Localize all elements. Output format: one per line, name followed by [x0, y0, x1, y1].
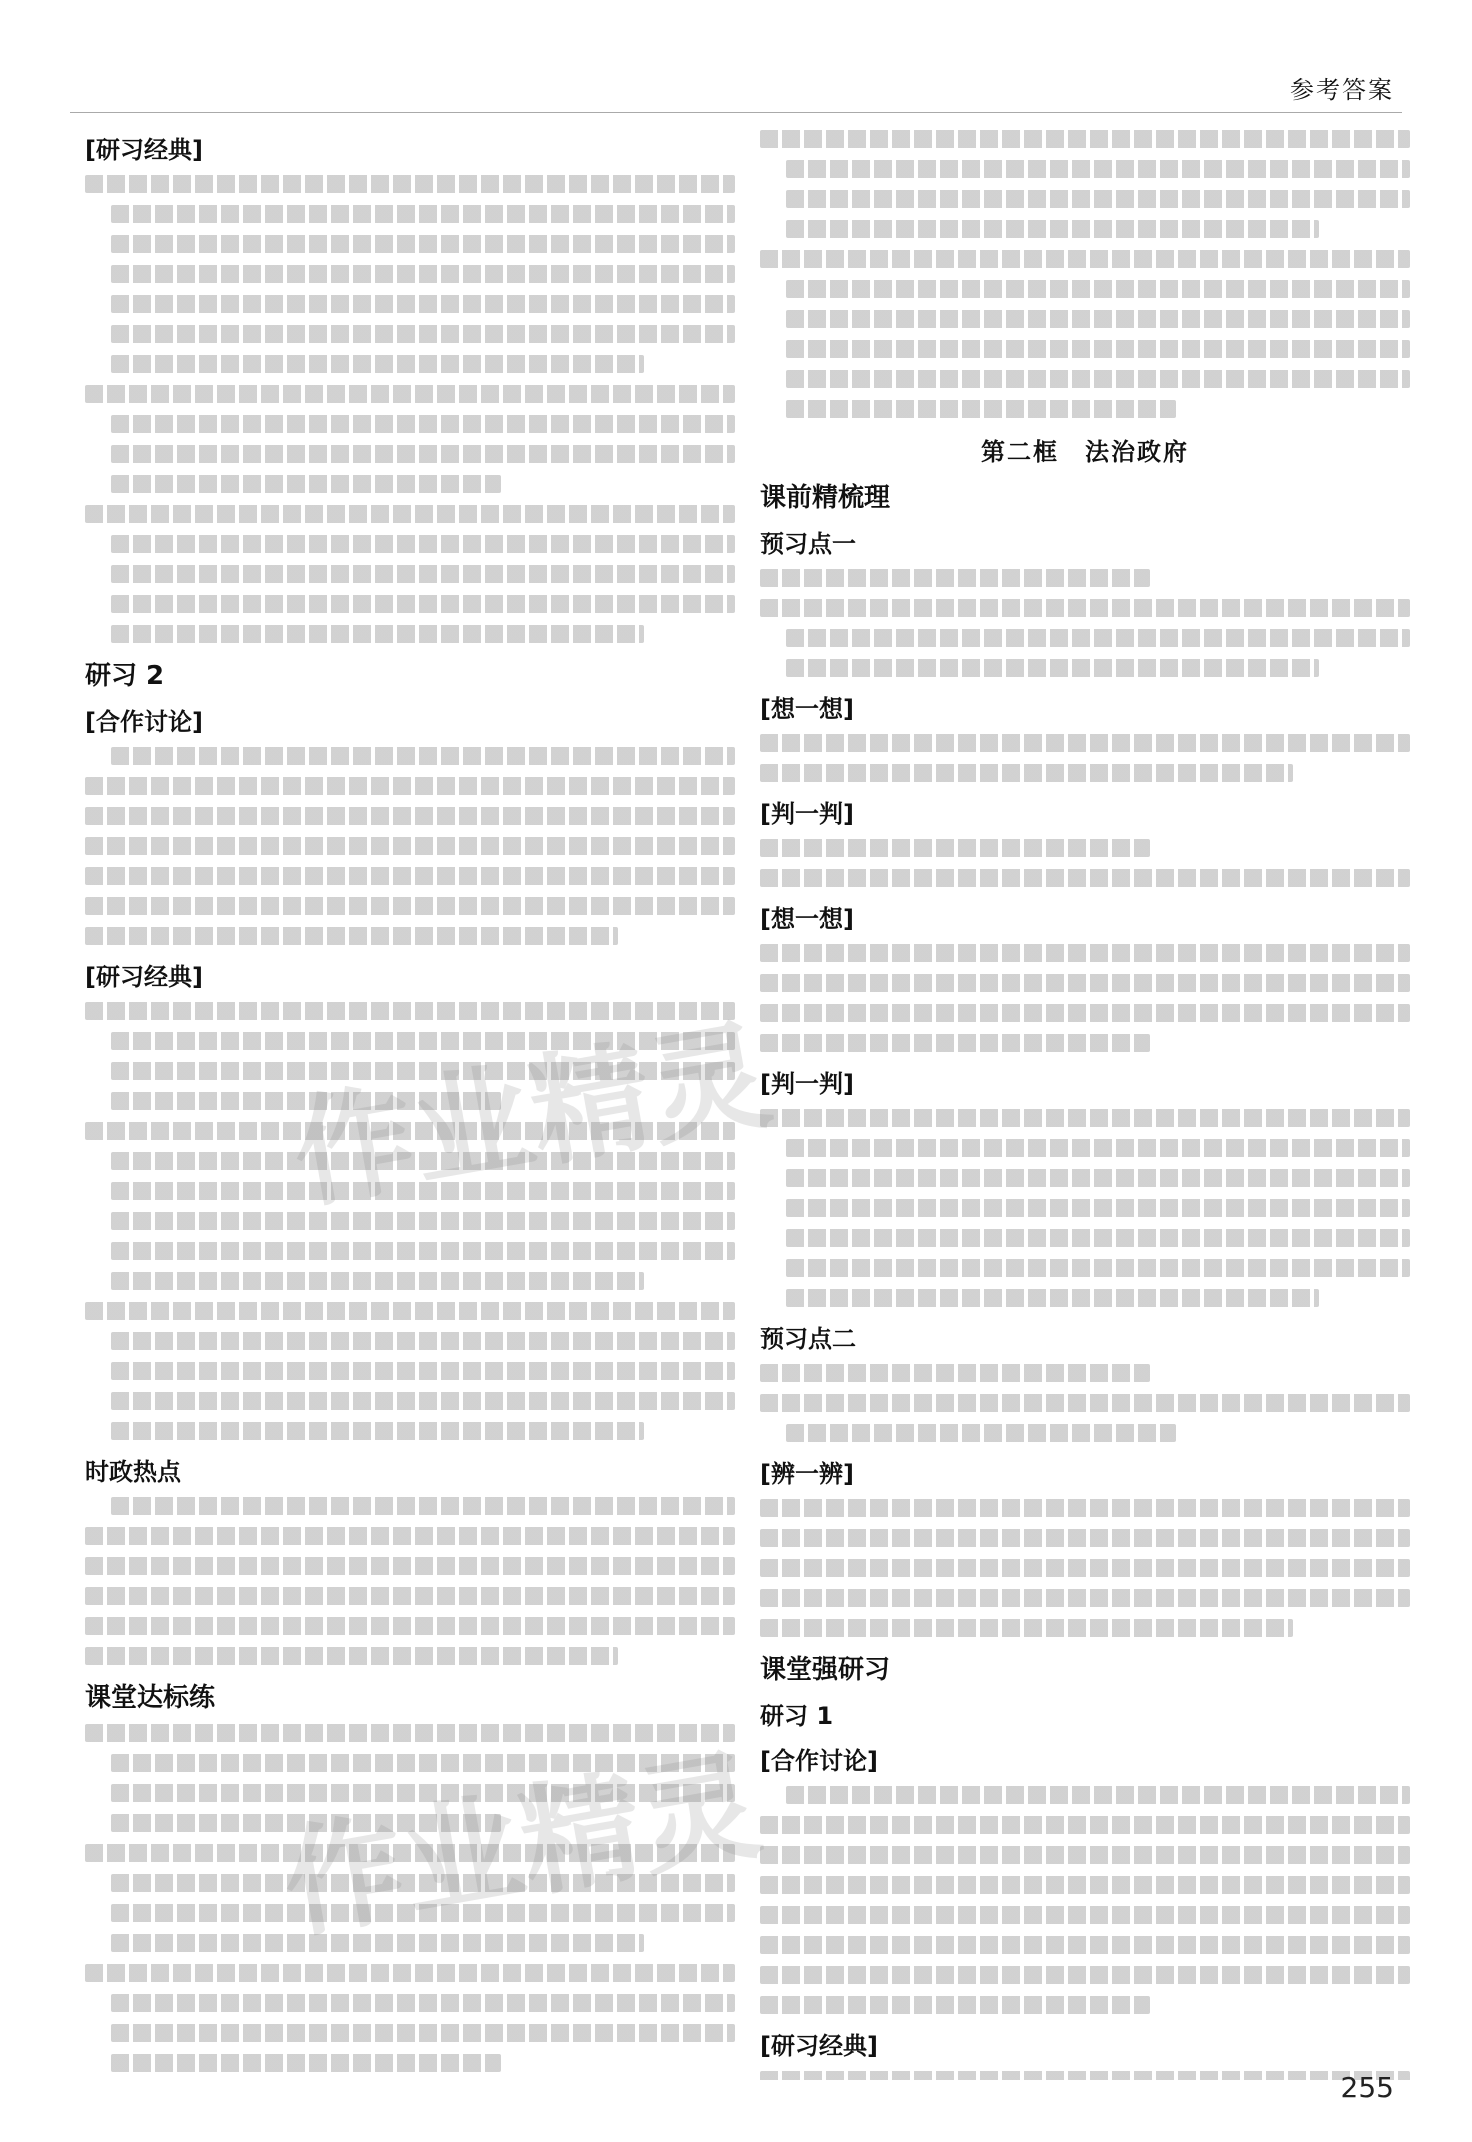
text-line: [760, 1876, 1410, 1894]
text-line: [111, 1904, 735, 1922]
text-line: [786, 1424, 1176, 1442]
text-line: [760, 599, 1410, 617]
text-line: [111, 325, 735, 343]
right-column: [760, 120, 1410, 2080]
text-line: [111, 1332, 735, 1350]
text-line: [85, 1122, 735, 1140]
text-line: [760, 839, 1150, 857]
left-heading-current-affairs: 时政热点: [85, 1458, 181, 1486]
text-line: [111, 1062, 735, 1080]
text-line: [786, 280, 1410, 298]
text-line: [111, 1934, 644, 1952]
text-line: [111, 295, 735, 313]
right-heading-judge-1: [判一判]: [760, 800, 854, 828]
text-line: [111, 1212, 735, 1230]
left-heading-research-classic-2: [研习经典]: [85, 963, 203, 991]
text-line: [85, 1724, 735, 1742]
text-line: [786, 659, 1319, 677]
right-heading-preview-point-2: 预习点二: [760, 1325, 856, 1353]
text-line: [85, 1527, 735, 1545]
text-line: [760, 944, 1410, 962]
left-heading-research-classic-1: [研习经典]: [85, 136, 203, 164]
text-line: [111, 595, 735, 613]
page-number: 255: [1340, 2071, 1394, 2104]
text-line: [111, 355, 644, 373]
text-line: [760, 1499, 1410, 1517]
text-line: [786, 340, 1410, 358]
text-line: [786, 1289, 1319, 1307]
text-line: [786, 310, 1410, 328]
text-line: [85, 1617, 735, 1635]
left-heading-cooperation-discussion: [合作讨论]: [85, 708, 203, 736]
text-line: [111, 1422, 644, 1440]
text-line: [760, 1109, 1410, 1127]
text-line: [760, 1364, 1150, 1382]
text-line: [786, 220, 1319, 238]
text-line: [760, 1906, 1410, 1924]
text-line: [111, 475, 501, 493]
text-line: [786, 1199, 1410, 1217]
text-line: [111, 535, 735, 553]
text-line: [760, 1559, 1410, 1577]
left-heading-research-2: 研习 2: [85, 661, 165, 691]
text-line: [760, 1004, 1410, 1022]
text-line: [85, 1302, 735, 1320]
text-line: [85, 505, 735, 523]
text-line: [111, 1182, 735, 1200]
text-line: [85, 867, 735, 885]
text-line: [111, 1814, 501, 1832]
right-heading-research-classic: [研习经典]: [760, 2032, 878, 2060]
text-line: [111, 747, 735, 765]
text-line: [85, 1587, 735, 1605]
right-heading-cooperation-discussion: [合作讨论]: [760, 1747, 878, 1775]
text-line: [111, 415, 735, 433]
text-line: [85, 807, 735, 825]
text-line: [85, 1002, 735, 1020]
right-heading-distinguish: [辨一辨]: [760, 1460, 854, 1488]
text-line: [786, 1229, 1410, 1247]
text-line: [760, 2071, 1410, 2080]
right-heading-section-title: 第二框 法治政府: [981, 438, 1189, 466]
text-line: [111, 1497, 735, 1515]
text-line: [760, 569, 1150, 587]
text-line: [111, 1784, 735, 1802]
right-heading-preclass: 课前精梳理: [760, 483, 891, 513]
text-line: [786, 190, 1410, 208]
text-line: [85, 927, 618, 945]
text-line: [760, 1846, 1410, 1864]
right-heading-research-1: 研习 1: [760, 1702, 834, 1730]
right-heading-think-2: [想一想]: [760, 905, 854, 933]
text-line: [111, 1392, 735, 1410]
text-line: [111, 235, 735, 253]
text-line: [760, 734, 1410, 752]
right-heading-preview-point-1: 预习点一: [760, 530, 856, 558]
text-line: [85, 837, 735, 855]
text-line: [111, 445, 735, 463]
text-line: [111, 565, 735, 583]
text-line: [111, 1754, 735, 1772]
text-line: [85, 175, 735, 193]
text-line: [786, 160, 1410, 178]
watermark-top: 作业精灵: [283, 1006, 781, 1227]
text-line: [760, 869, 1410, 887]
text-line: [760, 130, 1410, 148]
text-line: [111, 2054, 501, 2072]
right-heading-class-research: 课堂强研习: [760, 1655, 891, 1685]
text-line: [760, 1034, 1150, 1052]
page-header-title: 参考答案: [1290, 76, 1394, 104]
text-line: [85, 1844, 735, 1862]
text-line: [85, 897, 735, 915]
text-line: [111, 1242, 735, 1260]
text-line: [786, 1786, 1410, 1804]
text-line: [760, 1394, 1410, 1412]
text-line: [786, 370, 1410, 388]
text-line: [111, 1362, 735, 1380]
text-line: [760, 764, 1293, 782]
text-line: [786, 1259, 1410, 1277]
text-line: [111, 1152, 735, 1170]
text-line: [786, 1169, 1410, 1187]
text-line: [760, 1936, 1410, 1954]
text-line: [786, 400, 1176, 418]
header-divider: [70, 112, 1402, 113]
left-column: [85, 120, 735, 2080]
text-line: [111, 1272, 644, 1290]
right-heading-think-1: [想一想]: [760, 695, 854, 723]
text-line: [760, 1816, 1410, 1834]
text-line: [760, 974, 1410, 992]
text-line: [111, 1092, 501, 1110]
text-line: [111, 2024, 735, 2042]
text-line: [786, 1139, 1410, 1157]
text-line: [760, 1619, 1293, 1637]
text-line: [85, 777, 735, 795]
text-line: [111, 265, 735, 283]
text-line: [760, 1996, 1150, 2014]
text-line: [760, 1966, 1410, 1984]
text-line: [85, 1647, 618, 1665]
text-line: [760, 1589, 1410, 1607]
text-line: [111, 625, 644, 643]
right-heading-judge-2: [判一判]: [760, 1070, 854, 1098]
text-line: [760, 1529, 1410, 1547]
text-line: [85, 1964, 735, 1982]
text-line: [111, 1994, 735, 2012]
text-line: [111, 1874, 735, 1892]
text-line: [111, 205, 735, 223]
text-line: [85, 1557, 735, 1575]
left-heading-class-practice: 课堂达标练: [85, 1683, 216, 1713]
text-line: [760, 250, 1410, 268]
text-line: [85, 385, 735, 403]
text-line: [111, 1032, 735, 1050]
text-line: [786, 629, 1410, 647]
